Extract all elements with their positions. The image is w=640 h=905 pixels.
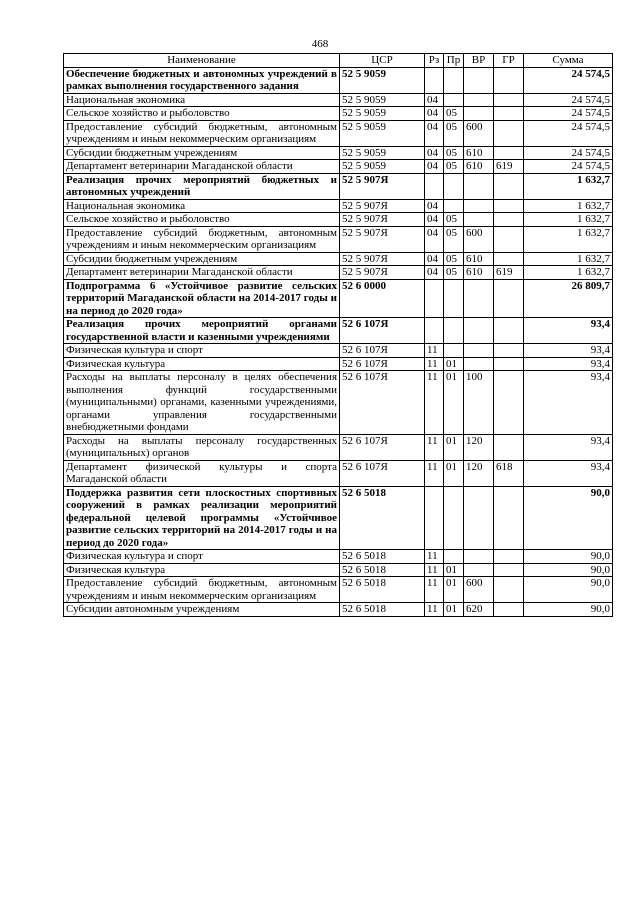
table-row: [64, 357, 613, 371]
cell-vr: [464, 199, 494, 213]
table-row: [64, 266, 613, 280]
cell-vr: 610: [464, 146, 494, 160]
cell-pr: [444, 173, 464, 199]
cell-sum: 1 632,7: [524, 199, 613, 213]
cell-pr: 05: [444, 120, 464, 146]
header-gr: ГР: [494, 54, 524, 68]
cell-sum: 93,4: [524, 318, 613, 344]
cell-sum: 24 574,5: [524, 93, 613, 107]
cell-pr: 01: [444, 371, 464, 435]
cell-csr: 52 5 9059: [340, 93, 425, 107]
cell-rz: [425, 486, 444, 550]
cell-sum: 24 574,5: [524, 120, 613, 146]
cell-csr: 52 6 107Я: [340, 371, 425, 435]
cell-pr: 05: [444, 266, 464, 280]
cell-sum: 93,4: [524, 357, 613, 371]
cell-gr: [494, 93, 524, 107]
cell-pr: [444, 318, 464, 344]
cell-name: Обеспечение бюджетных и автономных учреждений в рамках выполнения государственного задания: [64, 67, 340, 93]
cell-pr: [444, 67, 464, 93]
cell-rz: 04: [425, 107, 444, 121]
cell-gr: [494, 603, 524, 617]
cell-pr: 05: [444, 252, 464, 266]
table-row: [64, 279, 613, 318]
cell-gr: [494, 252, 524, 266]
header-sum: Сумма: [524, 54, 613, 68]
cell-name: Субсидии бюджетным учреждениям: [64, 252, 340, 266]
cell-gr: [494, 344, 524, 358]
cell-rz: [425, 173, 444, 199]
cell-vr: 120: [464, 460, 494, 486]
cell-name: Физическая культура и спорт: [64, 344, 340, 358]
cell-gr: [494, 67, 524, 93]
cell-rz: 04: [425, 93, 444, 107]
cell-vr: [464, 486, 494, 550]
cell-rz: 04: [425, 226, 444, 252]
cell-vr: 100: [464, 371, 494, 435]
cell-pr: 01: [444, 434, 464, 460]
cell-rz: 11: [425, 577, 444, 603]
cell-csr: 52 5 9059: [340, 160, 425, 174]
cell-rz: 04: [425, 252, 444, 266]
cell-sum: 93,4: [524, 434, 613, 460]
cell-gr: [494, 486, 524, 550]
cell-pr: 01: [444, 357, 464, 371]
cell-csr: 52 5 907Я: [340, 213, 425, 227]
table-row: [64, 577, 613, 603]
cell-csr: 52 6 107Я: [340, 357, 425, 371]
cell-pr: [444, 550, 464, 564]
cell-vr: 620: [464, 603, 494, 617]
cell-rz: [425, 279, 444, 318]
table-row: [64, 226, 613, 252]
cell-pr: 05: [444, 226, 464, 252]
header-rz: Рз: [425, 54, 444, 68]
cell-gr: [494, 357, 524, 371]
cell-name: Национальная экономика: [64, 199, 340, 213]
table-row: [64, 603, 613, 617]
table-row: [64, 107, 613, 121]
cell-rz: 11: [425, 603, 444, 617]
table-row: [64, 146, 613, 160]
cell-name: Предоставление субсидий бюджетным, автономным учреждениям и иным некоммерческим организациям: [64, 226, 340, 252]
cell-rz: [425, 318, 444, 344]
cell-csr: 52 5 907Я: [340, 252, 425, 266]
cell-name: Департамент ветеринарии Магаданской области: [64, 266, 340, 280]
table-row: [64, 160, 613, 174]
table-row: [64, 213, 613, 227]
cell-rz: 11: [425, 550, 444, 564]
cell-rz: 04: [425, 160, 444, 174]
cell-rz: 11: [425, 357, 444, 371]
cell-name: Субсидии автономным учреждениям: [64, 603, 340, 617]
table-row: [64, 550, 613, 564]
cell-vr: 600: [464, 226, 494, 252]
cell-csr: 52 5 907Я: [340, 173, 425, 199]
cell-name: Предоставление субсидий бюджетным, автономным учреждениям и иным некоммерческим организациям: [64, 577, 340, 603]
cell-pr: [444, 344, 464, 358]
cell-vr: 120: [464, 434, 494, 460]
cell-pr: 01: [444, 577, 464, 603]
cell-name: Физическая культура и спорт: [64, 550, 340, 564]
table-row: [64, 486, 613, 550]
cell-rz: 11: [425, 563, 444, 577]
cell-vr: [464, 279, 494, 318]
cell-gr: [494, 318, 524, 344]
table-row: [64, 120, 613, 146]
cell-sum: 1 632,7: [524, 266, 613, 280]
cell-vr: 610: [464, 252, 494, 266]
cell-name: Департамент ветеринарии Магаданской области: [64, 160, 340, 174]
cell-gr: [494, 434, 524, 460]
cell-pr: 05: [444, 107, 464, 121]
table-row: [64, 563, 613, 577]
cell-rz: 04: [425, 213, 444, 227]
cell-rz: 04: [425, 120, 444, 146]
cell-gr: [494, 550, 524, 564]
cell-rz: 11: [425, 460, 444, 486]
page-number: 468: [311, 38, 329, 50]
cell-csr: 52 5 907Я: [340, 199, 425, 213]
header-row: [64, 54, 613, 68]
cell-vr: 600: [464, 577, 494, 603]
cell-name: Поддержка развития сети плоскостных спортивных сооружений в рамках реализации мероприятий федеральной целевой программы «Устойчивое развитие сельских территорий на 2014-2017 годы и на период до 2020 года»: [64, 486, 340, 550]
cell-rz: 04: [425, 266, 444, 280]
cell-sum: 24 574,5: [524, 107, 613, 121]
cell-name: Субсидии бюджетным учреждениям: [64, 146, 340, 160]
cell-gr: [494, 226, 524, 252]
cell-sum: 1 632,7: [524, 226, 613, 252]
cell-gr: [494, 563, 524, 577]
cell-sum: 90,0: [524, 486, 613, 550]
table-row: [64, 318, 613, 344]
cell-vr: [464, 318, 494, 344]
cell-gr: [494, 146, 524, 160]
cell-name: Физическая культура: [64, 357, 340, 371]
cell-name: Реализация прочих мероприятий органами государственной власти и казенными учреждениями: [64, 318, 340, 344]
cell-csr: 52 5 9059: [340, 107, 425, 121]
cell-vr: [464, 344, 494, 358]
header-csr: ЦСР: [340, 54, 425, 68]
cell-pr: 01: [444, 460, 464, 486]
cell-csr: 52 5 9059: [340, 67, 425, 93]
cell-sum: 24 574,5: [524, 67, 613, 93]
cell-name: Расходы на выплаты персоналу государственных (муниципальных) органов: [64, 434, 340, 460]
cell-pr: 05: [444, 146, 464, 160]
table-row: [64, 371, 613, 435]
cell-csr: 52 6 5018: [340, 563, 425, 577]
table-row: [64, 252, 613, 266]
cell-sum: 24 574,5: [524, 160, 613, 174]
cell-name: Сельское хозяйство и рыболовство: [64, 213, 340, 227]
table-row: [64, 199, 613, 213]
cell-gr: 619: [494, 266, 524, 280]
cell-sum: 26 809,7: [524, 279, 613, 318]
cell-csr: 52 6 107Я: [340, 318, 425, 344]
cell-gr: [494, 279, 524, 318]
cell-csr: 52 6 5018: [340, 577, 425, 603]
cell-sum: 1 632,7: [524, 252, 613, 266]
cell-csr: 52 5 907Я: [340, 266, 425, 280]
cell-gr: [494, 199, 524, 213]
cell-gr: 619: [494, 160, 524, 174]
cell-pr: [444, 279, 464, 318]
cell-pr: [444, 199, 464, 213]
cell-sum: 93,4: [524, 371, 613, 435]
cell-name: Предоставление субсидий бюджетным, автономным учреждениям и иным некоммерческим организациям: [64, 120, 340, 146]
cell-gr: [494, 577, 524, 603]
cell-vr: [464, 213, 494, 227]
header-name: Наименование: [64, 54, 340, 68]
cell-vr: 610: [464, 266, 494, 280]
table-row: [64, 460, 613, 486]
cell-csr: 52 5 907Я: [340, 226, 425, 252]
cell-vr: [464, 107, 494, 121]
cell-name: Реализация прочих мероприятий бюджетных и автономных учреждений: [64, 173, 340, 199]
cell-sum: 1 632,7: [524, 173, 613, 199]
cell-name: Подпрограмма 6 «Устойчивое развитие сельских территорий Магаданской области на 2014-2017 годы и на период до 2020 года»: [64, 279, 340, 318]
table-row: [64, 93, 613, 107]
cell-sum: 90,0: [524, 550, 613, 564]
cell-pr: [444, 93, 464, 107]
cell-csr: 52 6 0000: [340, 279, 425, 318]
cell-sum: 90,0: [524, 563, 613, 577]
table-body: [64, 67, 613, 616]
cell-name: Сельское хозяйство и рыболовство: [64, 107, 340, 121]
cell-rz: [425, 67, 444, 93]
cell-name: Физическая культура: [64, 563, 340, 577]
cell-csr: 52 6 107Я: [340, 344, 425, 358]
table-row: [64, 173, 613, 199]
table-row: [64, 434, 613, 460]
cell-sum: 1 632,7: [524, 213, 613, 227]
cell-sum: 90,0: [524, 603, 613, 617]
header-vr: ВР: [464, 54, 494, 68]
cell-gr: [494, 213, 524, 227]
cell-name: Расходы на выплаты персоналу в целях обеспечения выполнения функций государственными (муниципальными) органами, казенными учреждениями, органами управления государственными внебюджетными фондами: [64, 371, 340, 435]
table-row: [64, 67, 613, 93]
cell-csr: 52 5 9059: [340, 146, 425, 160]
cell-name: Национальная экономика: [64, 93, 340, 107]
cell-pr: 05: [444, 160, 464, 174]
table-row: [64, 344, 613, 358]
budget-table: [63, 53, 613, 617]
cell-gr: 618: [494, 460, 524, 486]
cell-pr: 01: [444, 563, 464, 577]
cell-gr: [494, 107, 524, 121]
cell-csr: 52 6 107Я: [340, 434, 425, 460]
cell-pr: 01: [444, 603, 464, 617]
cell-sum: 90,0: [524, 577, 613, 603]
cell-name: Департамент физической культуры и спорта Магаданской области: [64, 460, 340, 486]
cell-rz: 11: [425, 344, 444, 358]
cell-sum: 24 574,5: [524, 146, 613, 160]
cell-rz: 04: [425, 146, 444, 160]
cell-gr: [494, 173, 524, 199]
cell-vr: 600: [464, 120, 494, 146]
cell-pr: 05: [444, 213, 464, 227]
cell-sum: 93,4: [524, 460, 613, 486]
cell-vr: [464, 550, 494, 564]
cell-vr: [464, 357, 494, 371]
cell-vr: [464, 173, 494, 199]
cell-vr: 610: [464, 160, 494, 174]
cell-rz: 11: [425, 434, 444, 460]
cell-rz: 04: [425, 199, 444, 213]
cell-csr: 52 6 5018: [340, 550, 425, 564]
cell-rz: 11: [425, 371, 444, 435]
cell-vr: [464, 563, 494, 577]
cell-sum: 93,4: [524, 344, 613, 358]
cell-csr: 52 6 5018: [340, 603, 425, 617]
cell-csr: 52 6 107Я: [340, 460, 425, 486]
cell-pr: [444, 486, 464, 550]
cell-vr: [464, 67, 494, 93]
cell-gr: [494, 371, 524, 435]
cell-csr: 52 5 9059: [340, 120, 425, 146]
cell-vr: [464, 93, 494, 107]
cell-gr: [494, 120, 524, 146]
cell-csr: 52 6 5018: [340, 486, 425, 550]
header-pr: Пр: [444, 54, 464, 68]
